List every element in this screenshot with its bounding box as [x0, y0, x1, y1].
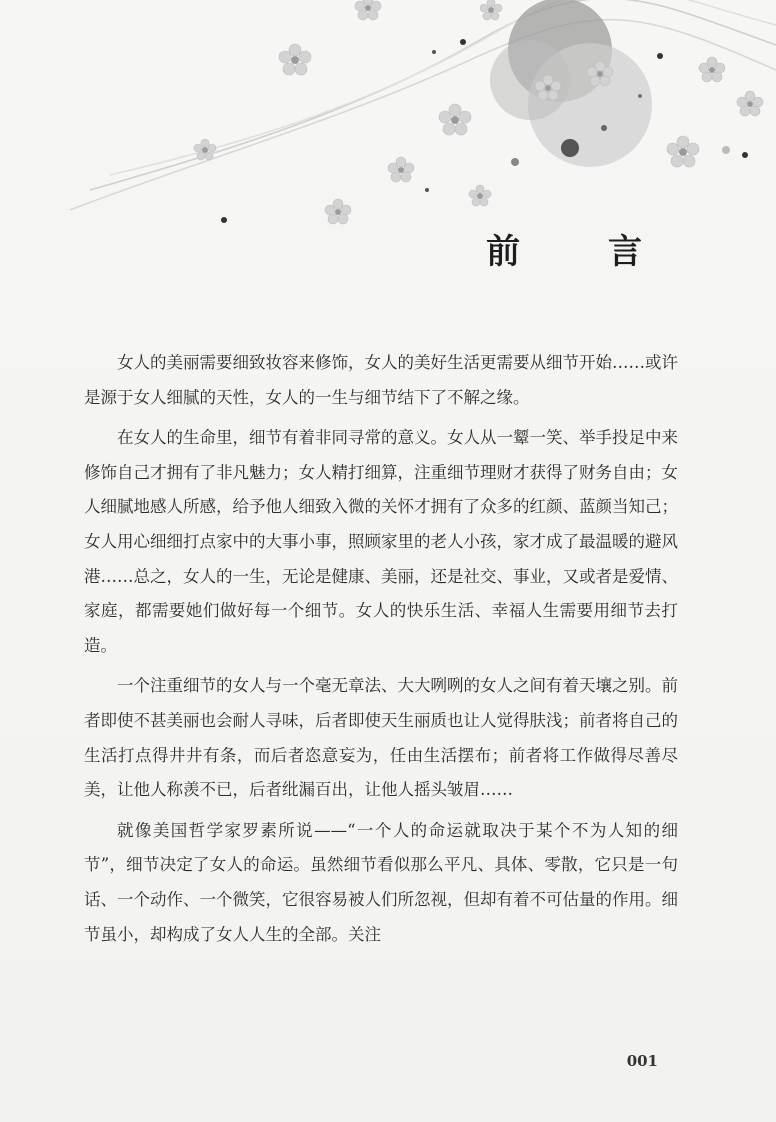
paragraph: 一个注重细节的女人与一个毫无章法、大大咧咧的女人之间有着天壤之别。前者即使不甚美丽也会耐人寻味，后者即使天生丽质也让人觉得肤浅；前者将自己的生活打点得井井有条，而后者恣意妄为，任由生活摆布；前者将工作做得尽善尽美，让他人称羡不已，后者纰漏百出，让他人摇头皱眉……: [84, 676, 678, 800]
paragraph: 就像美国哲学家罗素所说——“一个人的命运就取决于某个不为人知的细节”，细节决定了女人的命运。虽然细节看似那么平凡、具体、零散，它只是一句话、一个动作、一个微笑，它很容易被人们所忽视，但却有着不可估量的作用。细节虽小，却构成了女人人生的全部。关注: [84, 820, 678, 944]
flower-icon: [194, 0, 763, 224]
preface-text: [84, 346, 678, 958]
page-number: 001: [626, 1052, 658, 1070]
page-title: 前 言: [486, 232, 680, 272]
header-decoration: [0, 0, 776, 260]
paragraph: 在女人的生命里，细节有着非同寻常的意义。女人从一颦一笑、举手投足中来修饰自己才拥有了非凡魅力；女人精打细算，注重细节理财才获得了财务自由；女人细腻地感人所感，给予他人细致入微的关怀才拥有了众多的红颜、蓝颜当知己；女人用心细细打点家中的大事小事，照顾家里的老人小孩，家才成了最温暖的避风港……总之，女人的一生，无论是健康、美丽，还是社交、事业，又或者是爱情、家庭，都需要她们做好每一个细节。女人的快乐生活、幸福人生需要用细节去打造。: [84, 428, 678, 655]
swirl-line-icon: [70, 0, 776, 210]
paragraph: 女人的美丽需要细致妆容来修饰，女人的美好生活更需要从细节开始……或许是源于女人细腻的天性，女人的一生与细节结下了不解之缘。: [84, 353, 678, 407]
